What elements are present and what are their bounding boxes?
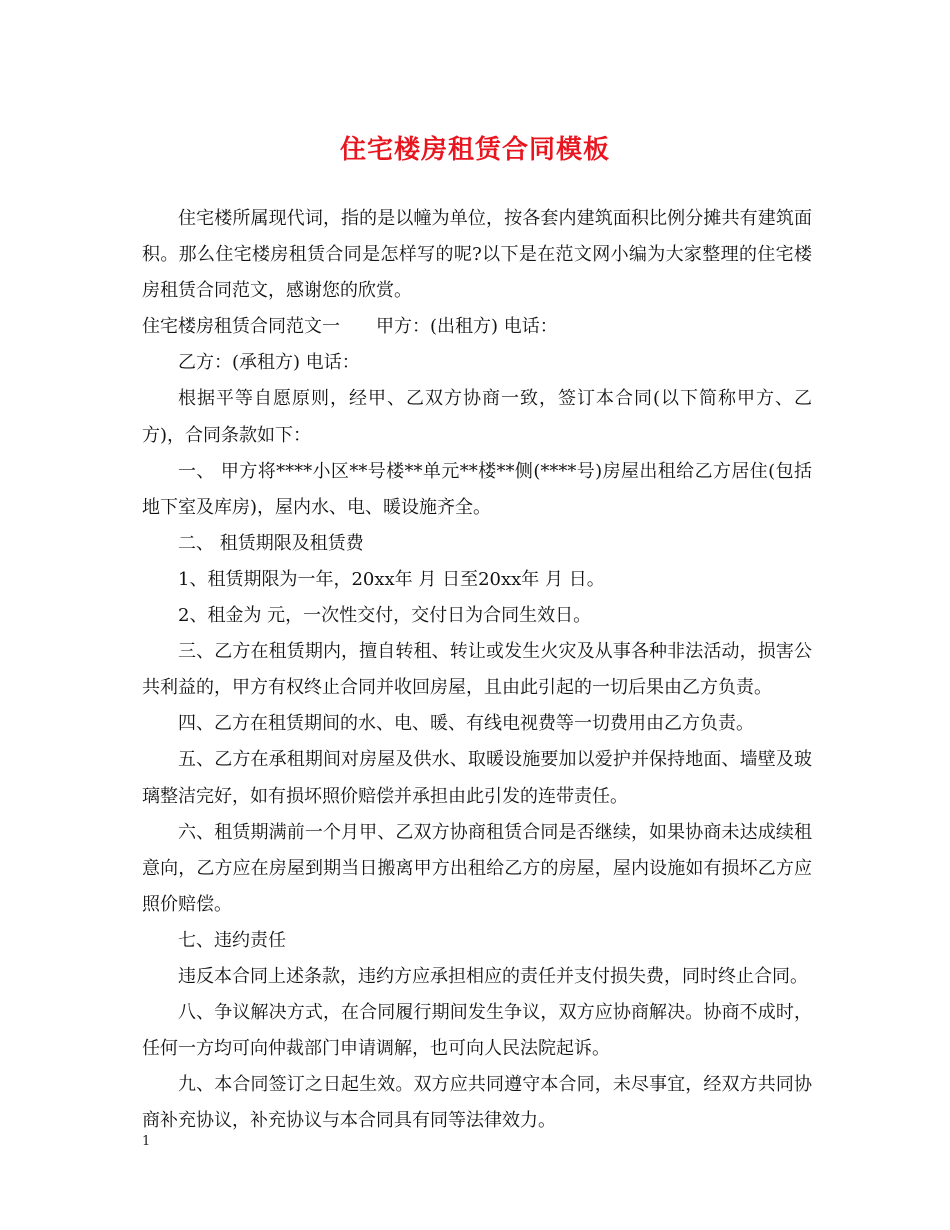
- clause-1: 一、 甲方将****小区**号楼**单元**楼**侧(****号)房屋出租给乙方居住(包括地下室及库房)，屋内水、电、暖设施齐全。: [142, 460, 812, 518]
- clause-7-heading: 七、违约责任: [178, 929, 286, 951]
- clause-7-text: 违反本合同上述条款，违约方应承担相应的责任并支付损失费，同时终止合同。: [178, 965, 808, 987]
- clause-4: 四、乙方在租赁期间的水、电、暖、有线电视费等一切费用由乙方负责。: [178, 713, 754, 735]
- clause-8: 八、争议解决方式，在合同履行期间发生争议，双方应协商解决。协商不成时，任何一方均可向仲裁部门申请调解，也可向人民法院起诉。: [142, 1002, 812, 1060]
- document-title: 住宅楼房租赁合同模板: [339, 135, 610, 165]
- page-number: 1: [142, 1134, 151, 1149]
- paragraph-principle: 根据平等自愿原则，经甲、乙双方协商一致，签订本合同(以下简称甲方、乙方)，合同条款如下：: [142, 388, 812, 446]
- paragraph-party-a: [142, 309, 812, 345]
- party-a-line: 甲方：(出租方) 电话：: [376, 316, 558, 338]
- document-body: [142, 201, 812, 1139]
- contract-sample-heading: 住宅楼房租赁合同范文一: [142, 316, 340, 338]
- paragraph-intro: 住宅楼所属现代词，指的是以幢为单位，按各套内建筑面积比例分摊共有建筑面积。那么住宅楼房租赁合同是怎样写的呢?以下是在范文网小编为大家整理的住宅楼房租赁合同范文，感谢您的欣赏。: [142, 208, 812, 302]
- clause-5: 五、乙方在承租期间对房屋及供水、取暖设施要加以爱护并保持地面、墙壁及玻璃整洁完好，如有损坏照价赔偿并承担由此引发的连带责任。: [142, 749, 812, 807]
- clause-3: 三、乙方在租赁期内，擅自转租、转让或发生火灾及从事各种非法活动，损害公共利益的，甲方有权终止合同并收回房屋，且由此引起的一切后果由乙方负责。: [142, 641, 812, 699]
- paragraph-party-b: 乙方：(承租方) 电话：: [178, 352, 360, 374]
- clause-2-heading: 二、 租赁期限及租赁费: [178, 532, 364, 554]
- clause-2-term: 1、租赁期限为一年，20xx年 月 日至20xx年 月 日。: [178, 568, 605, 590]
- clause-6: 六、租赁期满前一个月甲、乙双方协商租赁合同是否继续，如果协商未达成续租意向，乙方应在房屋到期当日搬离甲方出租给乙方的房屋，屋内设施如有损坏乙方应照价赔偿。: [142, 821, 812, 915]
- clause-9: 九、本合同签订之日起生效。双方应共同遵守本合同，未尽事宜，经双方共同协商补充协议，补充协议与本合同具有同等法律效力。: [142, 1074, 812, 1132]
- clause-2-rent: 2、租金为 元，一次性交付，交付日为合同生效日。: [178, 605, 592, 627]
